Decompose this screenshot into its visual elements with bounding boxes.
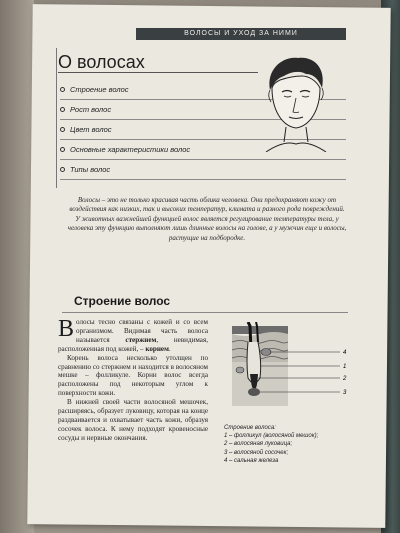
intro-paragraph: У животных важнейшей функцией волос является регулирование температуры тела, у человека эту функцию выполняют лишь длинные волосы на голове, а у мужчин еще и волосы, растущие на подбородке. (67, 214, 347, 242)
section-body (58, 318, 208, 443)
diagram-legend (224, 424, 354, 465)
toc-item-label: Цвет волос (70, 125, 112, 134)
toc-item-label: Основные характеристики волос (70, 145, 191, 154)
bullet-icon (60, 167, 65, 172)
intro-paragraph: Волосы – это не только красивая часть облика человека. Они предохраняют кожу от воздействия как низких, так и высоких температур, климата и разного рода повреждений. (69, 196, 345, 214)
legend-item: 3 – волосяной сосочек; (224, 449, 289, 456)
toc-item-label: Рост волос (70, 105, 112, 114)
toc-item (60, 100, 250, 120)
legend-item: 1 – фолликул (волосяной мешок); (224, 433, 319, 440)
body-text-run: . (168, 344, 171, 353)
bullet-icon (60, 127, 65, 132)
chapter-title: О волосах (58, 52, 145, 72)
bullet-icon (60, 107, 65, 112)
chapter-contents (60, 80, 250, 180)
running-header: ВОЛОСЫ И УХОД ЗА НИМИ (136, 28, 346, 40)
toc-item (60, 140, 250, 160)
title-frame-line (56, 48, 57, 188)
toc-item (60, 160, 250, 180)
bullet-icon (60, 87, 65, 92)
term-root: корнем (145, 344, 169, 353)
body-text-run: , невидимая, расположенная под кожей, – (58, 335, 208, 353)
hair-structure-diagram (226, 322, 352, 410)
drop-cap: В (58, 316, 75, 342)
legend-title: Строение волоса: (224, 425, 276, 431)
bullet-icon (60, 147, 65, 152)
toc-item (60, 120, 250, 140)
callout-label: 1 (343, 364, 347, 370)
section-heading: Строение волос (74, 294, 171, 308)
legend-item: 2 – волосяная луковица; (224, 441, 293, 448)
body-text-run: олосы тесно связаны с кожей и со всем организмом. Видимая часть волоса называется (76, 318, 208, 344)
title-underline (58, 72, 258, 73)
chapter-intro (62, 196, 352, 243)
toc-item (60, 80, 250, 100)
callout-label: 2 (343, 376, 347, 382)
callout-label: 3 (343, 390, 347, 396)
body-paragraph: В нижней своей части волосяной мешочек, расширяясь, образует луковицу, которая на конце раздваивается и охватывает часть кожи, образуя сосочек волоса. К нему подходят кровеносные сосуды и нервные окончания. (58, 398, 208, 442)
body-paragraph: Корень волоса несколько утолщен по сравнению со стержнем и находится в волосяном мешке – фолликуле. Корни волос всегда расположены под некоторым углом к поверхности кожи. (58, 353, 208, 398)
toc-item-label: Строение волос (70, 85, 129, 94)
term-stem: стержнем (125, 335, 157, 344)
portrait-illustration (256, 52, 336, 152)
callout-label: 4 (343, 350, 347, 356)
toc-item-label: Типы волос (70, 165, 111, 174)
legend-item: 4 – сальная железа (224, 457, 279, 464)
section-rule (62, 312, 348, 313)
body-paragraph (58, 318, 208, 354)
